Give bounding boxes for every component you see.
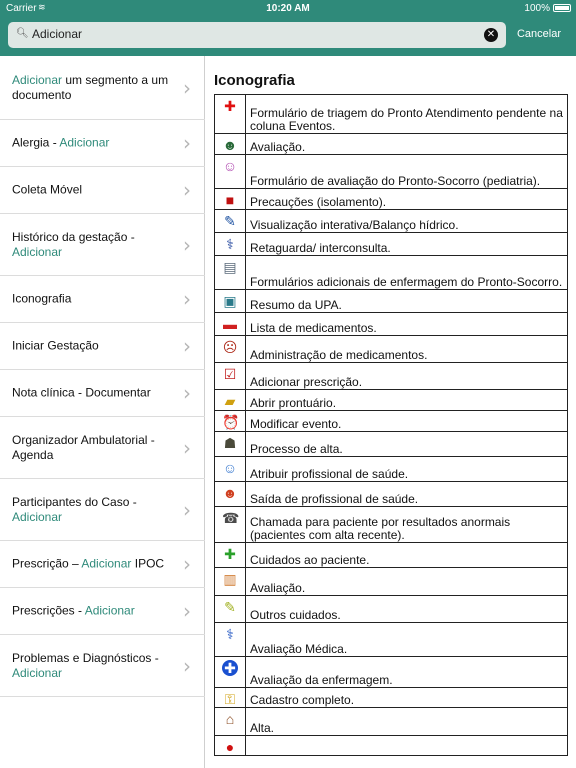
description-cell xyxy=(246,155,567,188)
list-item-label xyxy=(12,183,170,198)
icon-description: Atribuir profissional de saúde. xyxy=(250,467,409,481)
list-item[interactable] xyxy=(0,167,205,214)
chevron-right-icon: › xyxy=(183,75,191,100)
upa-summary-icon: ▣ xyxy=(223,293,237,309)
icon-description: Cadastro completo. xyxy=(250,693,355,707)
list-item-label xyxy=(12,230,170,260)
description-cell xyxy=(246,210,567,232)
label-text: Coleta Móvel xyxy=(12,182,83,197)
list-item-label xyxy=(12,386,170,401)
icon-cell xyxy=(215,736,246,755)
list-item-label xyxy=(12,292,170,307)
cancel-button[interactable]: Cancelar xyxy=(516,28,561,40)
pediatric-form-icon: ☺ xyxy=(222,158,238,174)
nurse-icon: ☻ xyxy=(222,137,238,153)
label-text: Nota clínica - Documentar xyxy=(12,385,151,400)
list-item[interactable] xyxy=(0,541,205,588)
description-cell xyxy=(246,507,567,542)
list-item-label xyxy=(12,433,170,463)
description-cell xyxy=(246,363,567,389)
icon-description: Processo de alta. xyxy=(250,442,343,456)
search-input[interactable]: Adicionar xyxy=(32,27,83,41)
chevron-right-icon: › xyxy=(183,599,191,623)
icon-cell xyxy=(215,390,246,410)
table-row xyxy=(214,363,568,390)
icon-description: Precauções (isolamento). xyxy=(250,195,387,209)
description-cell xyxy=(246,290,567,312)
chevron-right-icon: › xyxy=(183,435,191,460)
description-cell xyxy=(246,482,567,506)
label-text: Prescrições - xyxy=(12,603,85,618)
icon-description: Retaguarda/ interconsulta. xyxy=(250,241,391,255)
description-cell xyxy=(246,708,567,735)
label-text: Organizador Ambulatorial - Agenda xyxy=(12,432,155,462)
list-item[interactable] xyxy=(0,323,205,370)
list-item-label xyxy=(12,73,170,103)
list-item-label xyxy=(12,557,170,572)
chevron-right-icon: › xyxy=(183,381,191,405)
icon-cell xyxy=(215,290,246,312)
description-cell xyxy=(246,457,567,481)
label-text: IPOC xyxy=(131,556,165,571)
search-match-highlight: Adicionar xyxy=(12,509,63,524)
wifi-icon: ≋ xyxy=(38,2,46,12)
table-row xyxy=(214,736,568,756)
search-match-highlight: Adicionar xyxy=(12,244,63,259)
icon-description: Adicionar prescrição. xyxy=(250,375,363,389)
list-item[interactable] xyxy=(0,120,205,167)
icon-cell xyxy=(215,708,246,735)
icon-description: Saída de profissional de saúde. xyxy=(250,492,419,506)
icon-description: Administração de medicamentos. xyxy=(250,348,428,362)
icon-cell xyxy=(215,189,246,209)
clock: 10:20 AM xyxy=(266,3,310,14)
table-row xyxy=(214,313,568,336)
battery-icon xyxy=(553,4,571,12)
description-cell xyxy=(246,688,567,707)
icon-cell xyxy=(215,134,246,154)
assign-professional-icon: ☺ xyxy=(222,460,238,476)
description-cell xyxy=(246,95,567,133)
icon-description: Formulário de triagem do Pronto Atendimento pendente na coluna Eventos. xyxy=(250,106,563,133)
icon-description: Visualização interativa/Balanço hídrico. xyxy=(250,218,459,232)
discharge-process-icon: ☗ xyxy=(223,435,237,451)
icon-cell xyxy=(215,336,246,362)
description-cell xyxy=(246,189,567,209)
icon-description: Avaliação da enfermagem. xyxy=(250,673,393,687)
label-text: Histórico da gestação - xyxy=(12,229,135,244)
icon-cell xyxy=(215,596,246,622)
description-cell xyxy=(246,411,567,431)
search-match-highlight: Adicionar xyxy=(81,556,132,571)
icon-description: Formulários adicionais de enfermagem do Pronto-Socorro. xyxy=(250,275,563,289)
table-row xyxy=(214,543,568,568)
iconography-table xyxy=(214,94,568,756)
other-care-icon: ✎ xyxy=(224,599,236,615)
icon-description: Avaliação. xyxy=(250,581,306,595)
icon-cell xyxy=(215,657,246,687)
icon-cell xyxy=(215,568,246,595)
table-row xyxy=(214,596,568,623)
icon-cell xyxy=(215,363,246,389)
table-row xyxy=(214,256,568,290)
table-row xyxy=(214,657,568,688)
icon-cell xyxy=(215,457,246,481)
description-cell xyxy=(246,134,567,154)
search-bar[interactable] xyxy=(8,22,506,48)
table-row xyxy=(214,568,568,596)
chevron-right-icon: › xyxy=(183,131,191,155)
chevron-right-icon: › xyxy=(183,232,191,257)
label-text: um segmento a um documento xyxy=(12,72,169,102)
icon-description: Resumo da UPA. xyxy=(250,298,342,312)
search-results-list xyxy=(0,56,205,768)
add-prescription-icon: ☑ xyxy=(223,366,237,382)
table-row xyxy=(214,189,568,210)
chevron-right-icon: › xyxy=(183,497,191,522)
description-cell xyxy=(246,623,567,656)
description-cell xyxy=(246,568,567,595)
search-match-highlight: Adicionar xyxy=(12,72,63,87)
table-row xyxy=(214,390,568,411)
table-row xyxy=(214,432,568,457)
fluid-balance-icon: ✎ xyxy=(224,213,236,229)
medication-list-icon: ▬ xyxy=(223,316,237,332)
icon-description: Outros cuidados. xyxy=(250,608,341,622)
chevron-right-icon: › xyxy=(183,178,191,202)
list-item-label xyxy=(12,136,170,151)
list-item-label xyxy=(12,651,170,681)
list-item[interactable] xyxy=(0,417,205,479)
icon-cell xyxy=(215,432,246,456)
table-row xyxy=(214,233,568,256)
description-cell xyxy=(246,596,567,622)
label-text: Alergia - xyxy=(12,135,60,150)
label-text: Prescrição – xyxy=(12,556,82,571)
description-cell xyxy=(246,313,567,335)
label-text: Iconografia xyxy=(12,291,72,306)
icon-cell xyxy=(215,95,246,133)
blue-cross-icon: ✚ xyxy=(222,660,238,676)
table-row xyxy=(214,155,568,189)
search-icon: 🔍︎ xyxy=(16,28,29,39)
table-row xyxy=(214,457,568,482)
caduceus-icon: ⚕ xyxy=(226,626,234,642)
search-match-highlight: Adicionar xyxy=(84,603,135,618)
forms-stack-icon: ▤ xyxy=(223,259,237,275)
list-item[interactable] xyxy=(0,635,205,697)
professional-exit-icon: ☻ xyxy=(222,485,238,501)
house-icon: ⌂ xyxy=(225,711,235,727)
icon-cell xyxy=(215,688,246,707)
phone-call-icon: ☎ xyxy=(222,510,240,526)
table-row xyxy=(214,708,568,736)
icon-cell xyxy=(215,482,246,506)
description-cell xyxy=(246,390,567,410)
open-chart-icon: ▰ xyxy=(224,393,236,409)
red-cross-icon: ✚ xyxy=(224,98,236,114)
list-item-label xyxy=(12,339,170,354)
icon-cell xyxy=(215,313,246,335)
detail-pane xyxy=(206,56,576,768)
icon-cell xyxy=(215,256,246,289)
battery-percent: 100% xyxy=(524,3,550,14)
alarm-clock-icon: ⏰ xyxy=(222,414,240,430)
chevron-right-icon: › xyxy=(183,287,191,311)
table-row xyxy=(214,290,568,313)
chevron-right-icon: › xyxy=(183,552,191,576)
isolation-icon: ■ xyxy=(225,192,235,208)
icon-description: Avaliação. xyxy=(250,140,306,154)
description-cell xyxy=(246,657,567,687)
page-title: Iconografia xyxy=(214,72,295,89)
table-row xyxy=(214,623,568,657)
icon-cell xyxy=(215,623,246,656)
icon-cell xyxy=(215,210,246,232)
list-item-label xyxy=(12,604,170,619)
green-cross-icon: ✚ xyxy=(224,546,236,562)
label-text: Participantes do Caso - xyxy=(12,494,137,509)
description-cell xyxy=(246,233,567,255)
description-cell xyxy=(246,736,567,755)
table-row xyxy=(214,507,568,543)
label-text: Problemas e Diagnósticos - xyxy=(12,650,159,665)
medication-admin-icon: ☹ xyxy=(222,339,238,355)
stethoscope-icon: ⚕ xyxy=(226,236,234,252)
clear-search-button[interactable]: ✕ xyxy=(484,28,498,42)
description-cell xyxy=(246,256,567,289)
list-item[interactable] xyxy=(0,56,205,120)
table-row xyxy=(214,210,568,233)
list-item-label xyxy=(12,495,170,525)
table-row xyxy=(214,688,568,708)
list-item[interactable] xyxy=(0,276,205,323)
icon-cell xyxy=(215,411,246,431)
search-match-highlight: Adicionar xyxy=(59,135,110,150)
icon-description: Chamada para paciente por resultados anormais (pacientes com alta recente). xyxy=(250,515,511,542)
list-item[interactable] xyxy=(0,214,205,276)
icon-cell xyxy=(215,543,246,567)
icon-description: Cuidados ao paciente. xyxy=(250,553,370,567)
status-bar xyxy=(0,0,576,16)
search-match-highlight: Adicionar xyxy=(12,665,63,680)
table-row xyxy=(214,411,568,432)
label-text: Iniciar Gestação xyxy=(12,338,99,353)
icon-description: Formulário de avaliação do Pronto-Socorro (pediatria). xyxy=(250,174,541,188)
chevron-right-icon: › xyxy=(183,334,191,358)
list-item[interactable] xyxy=(0,479,205,541)
carrier-label: Carrier xyxy=(6,3,37,14)
description-cell xyxy=(246,336,567,362)
icon-description: Alta. xyxy=(250,721,275,735)
list-item[interactable] xyxy=(0,370,205,417)
table-row xyxy=(214,336,568,363)
icon-description: Lista de medicamentos. xyxy=(250,321,377,335)
table-row xyxy=(214,94,568,134)
icon-description: Modificar evento. xyxy=(250,417,342,431)
key-icon: ⚿ xyxy=(224,691,236,707)
table-row xyxy=(214,134,568,155)
icon-cell xyxy=(215,233,246,255)
stop-sign-icon: ● xyxy=(225,739,235,755)
top-bar xyxy=(0,0,576,56)
clipboard-icon: ▥ xyxy=(223,571,237,587)
icon-cell xyxy=(215,155,246,188)
list-item[interactable] xyxy=(0,588,205,635)
description-cell xyxy=(246,543,567,567)
icon-description: Abrir prontuário. xyxy=(250,396,337,410)
icon-cell xyxy=(215,507,246,542)
icon-description: Avaliação Médica. xyxy=(250,642,348,656)
chevron-right-icon: › xyxy=(183,653,191,678)
description-cell xyxy=(246,432,567,456)
table-row xyxy=(214,482,568,507)
